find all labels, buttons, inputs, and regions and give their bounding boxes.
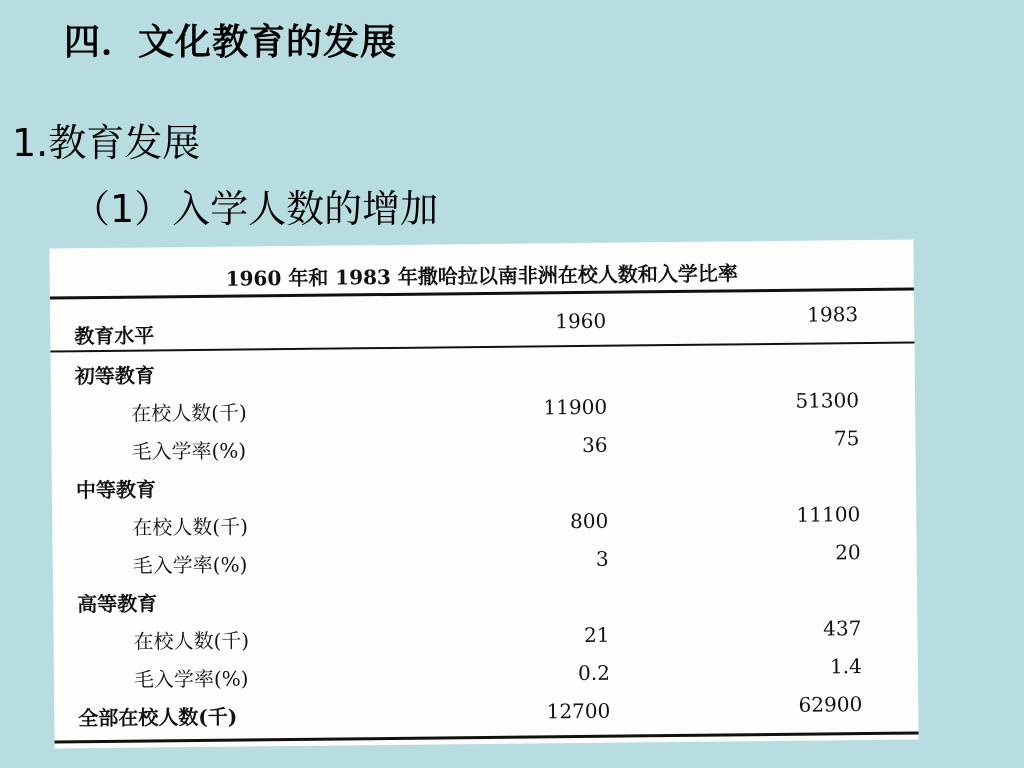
cell-1960-value: 12700 xyxy=(546,698,611,724)
row-level-label: 高等教育 xyxy=(77,591,158,617)
cell-1960-value: 0.2 xyxy=(577,660,611,686)
scanned-table-image xyxy=(49,239,918,748)
row-level-label: 全部在校人数(千) xyxy=(78,704,238,731)
row-metric-label: 在校人数(千) xyxy=(132,514,249,540)
slide-heading: 四．文化教育的发展 xyxy=(64,22,398,63)
cell-1983-value: 20 xyxy=(835,540,861,565)
row-metric-label: 在校人数(千) xyxy=(131,400,247,426)
header-education-level: 教育水平 xyxy=(74,323,155,349)
cell-1983-value: 51300 xyxy=(795,388,860,413)
row-metric-label: 在校人数(千) xyxy=(133,628,250,654)
cell-1983-value: 437 xyxy=(823,616,862,641)
table-title: 1960 年和 1983 年撒哈拉以南非洲在校人数和入学比率 xyxy=(225,261,738,291)
cell-1983-value: 11100 xyxy=(796,502,861,527)
row-metric-label: 毛入学率(%) xyxy=(132,552,248,578)
header-year-1983: 1983 xyxy=(807,302,859,327)
header-year-1960: 1960 xyxy=(555,308,607,334)
section-subheading: 1.教育发展 xyxy=(12,121,201,165)
cell-1960-value: 800 xyxy=(569,508,609,534)
cell-1960-value: 21 xyxy=(583,622,610,647)
cell-1960-value: 11900 xyxy=(543,394,608,420)
table-header-rule xyxy=(50,341,914,352)
row-level-label: 初等教育 xyxy=(74,363,155,389)
topic-subheading: （1）入学人数的增加 xyxy=(72,187,439,231)
cell-1983-value: 62900 xyxy=(798,692,863,717)
cell-1960-value: 36 xyxy=(581,432,608,457)
row-metric-label: 毛入学率(%) xyxy=(133,666,249,692)
cell-1983-value: 75 xyxy=(833,426,860,451)
table-bottom-rule xyxy=(55,731,919,743)
row-metric-label: 毛入学率(%) xyxy=(131,438,247,464)
row-level-label: 中等教育 xyxy=(75,477,157,503)
cell-1960-value: 3 xyxy=(595,546,609,571)
cell-1983-value: 1.4 xyxy=(829,654,862,679)
